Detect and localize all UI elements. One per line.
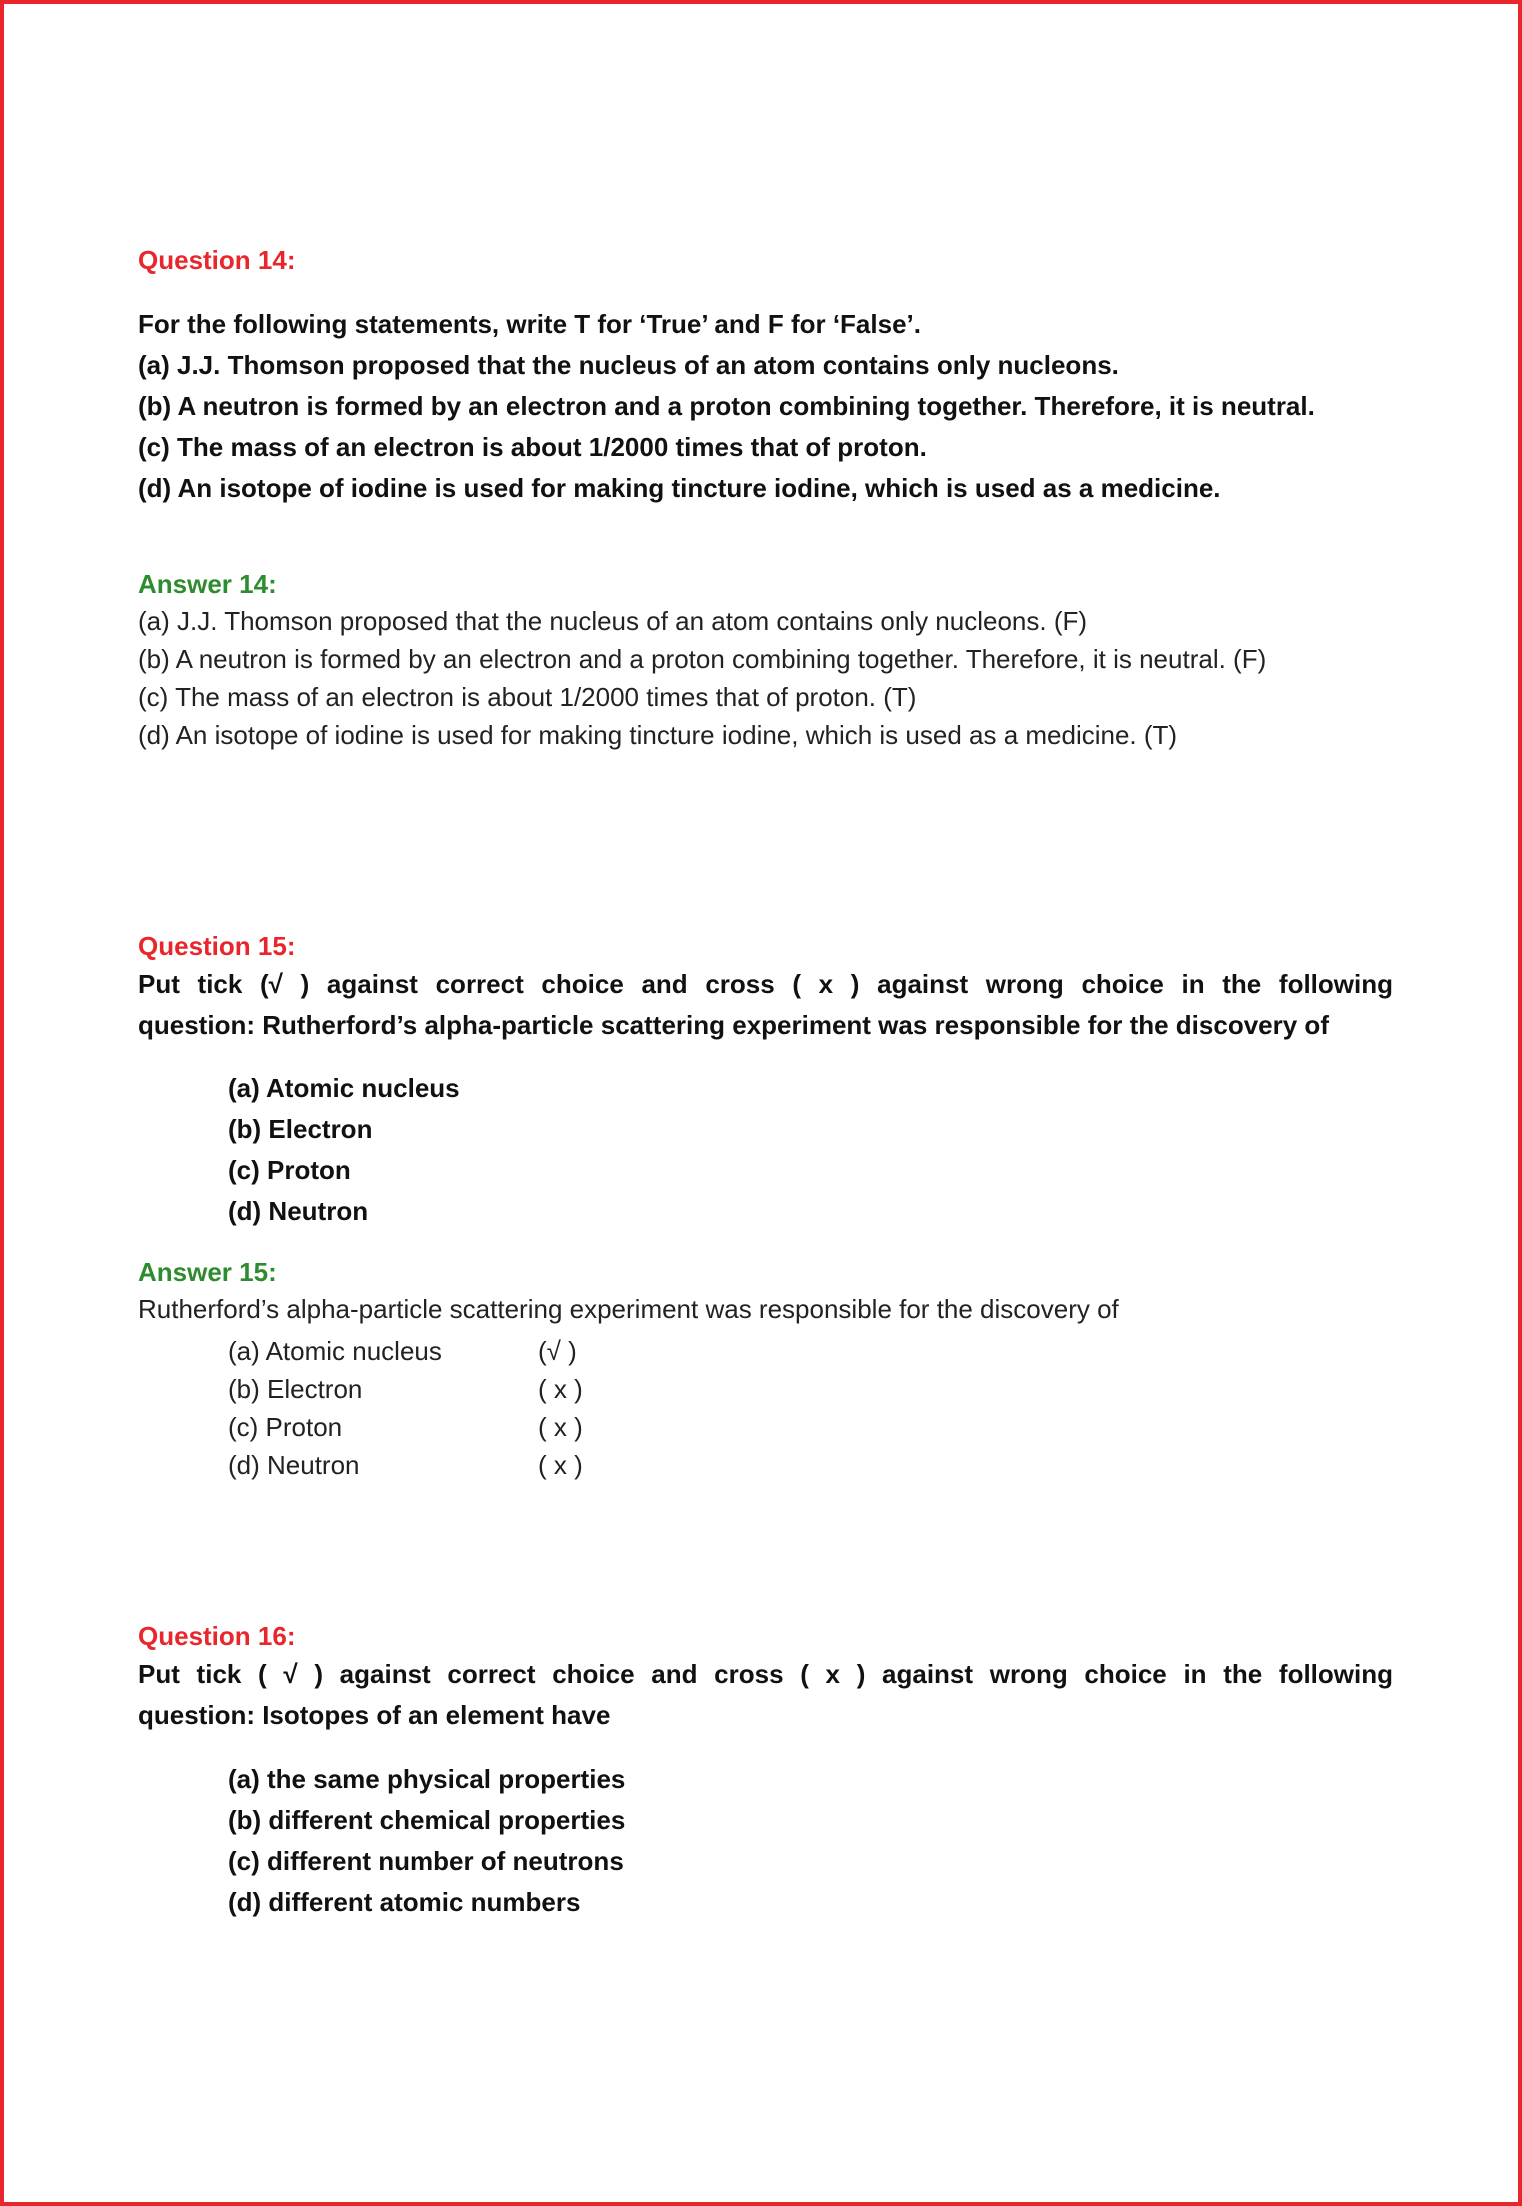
question-16-option: (c) different number of neutrons xyxy=(228,1846,624,1876)
tick-mark: (√ ) xyxy=(538,1336,577,1366)
question-16-option: (b) different chemical properties xyxy=(228,1805,626,1835)
answer-15-intro: Rutherford’s alpha-particle scattering experiment was responsible for the discovery of xyxy=(138,1294,1119,1324)
question-14-item: (c) The mass of an electron is about 1/2000 times that of proton. xyxy=(138,432,927,462)
question-16 xyxy=(138,1618,1393,1736)
answer-14-item: (d) An isotope of iodine is used for making tincture iodine, which is used as a medicine. (T) xyxy=(138,720,1178,750)
question-14-heading: Question 14: xyxy=(138,245,296,275)
question-15-heading: Question 15: xyxy=(138,931,296,961)
answer-15-option: (c) Proton xyxy=(228,1412,343,1442)
answer-15-table xyxy=(228,1332,1483,1484)
answer-15-row xyxy=(228,1332,1483,1370)
answer-15 xyxy=(138,1254,1393,1328)
question-15-question: question: Rutherford’s alpha-particle scattering experiment was responsible for the discovery of xyxy=(138,1010,1329,1040)
question-14-intro: For the following statements, write T for ‘True’ and F for ‘False’. xyxy=(138,309,921,339)
question-14-item: (d) An isotope of iodine is used for making tincture iodine, which is used as a medicine. xyxy=(138,473,1221,503)
question-16-instruction: Put tick ( √ ) against correct choice and cross ( x ) against wrong choice in the following xyxy=(138,1659,1393,1689)
answer-15-row xyxy=(228,1408,1483,1446)
question-16-question: question: Isotopes of an element have xyxy=(138,1700,611,1730)
cross-mark: ( x ) xyxy=(538,1412,583,1442)
answer-15-option: (d) Neutron xyxy=(228,1450,360,1480)
cross-mark: ( x ) xyxy=(538,1374,583,1404)
question-14-item: (b) A neutron is formed by an electron and a proton combining together. Therefore, it is neutral. xyxy=(138,391,1315,421)
question-14-item: (a) J.J. Thomson proposed that the nucleus of an atom contains only nucleons. xyxy=(138,350,1119,380)
question-16-option: (a) the same physical properties xyxy=(228,1764,626,1794)
answer-15-option: (a) Atomic nucleus xyxy=(228,1336,442,1366)
cross-mark: ( x ) xyxy=(538,1450,583,1480)
question-15-instruction: Put tick (√ ) against correct choice and cross ( x ) against wrong choice in the following xyxy=(138,969,1393,999)
question-14 xyxy=(138,242,1393,278)
answer-14-item: (a) J.J. Thomson proposed that the nucleus of an atom contains only nucleons. (F) xyxy=(138,606,1088,636)
answer-14-item: (c) The mass of an electron is about 1/2000 times that of proton. (T) xyxy=(138,682,917,712)
question-16-option: (d) different atomic numbers xyxy=(228,1887,581,1917)
question-15-option: (d) Neutron xyxy=(228,1196,369,1226)
question-15 xyxy=(138,928,1393,1046)
answer-15-row xyxy=(228,1446,1483,1484)
question-16-options xyxy=(228,1759,1483,1923)
question-15-option: (b) Electron xyxy=(228,1114,373,1144)
question-14-body xyxy=(138,304,1393,509)
answer-14-item: (b) A neutron is formed by an electron and a proton combining together. Therefore, it is neutral. (F) xyxy=(138,644,1267,674)
question-15-option: (a) Atomic nucleus xyxy=(228,1073,460,1103)
question-15-options xyxy=(228,1068,1483,1232)
answer-15-row xyxy=(228,1370,1483,1408)
answer-14-heading: Answer 14: xyxy=(138,569,277,599)
question-16-heading: Question 16: xyxy=(138,1621,296,1651)
answer-14 xyxy=(138,566,1393,754)
answer-15-option: (b) Electron xyxy=(228,1374,363,1404)
answer-15-heading: Answer 15: xyxy=(138,1257,277,1287)
question-15-option: (c) Proton xyxy=(228,1155,351,1185)
